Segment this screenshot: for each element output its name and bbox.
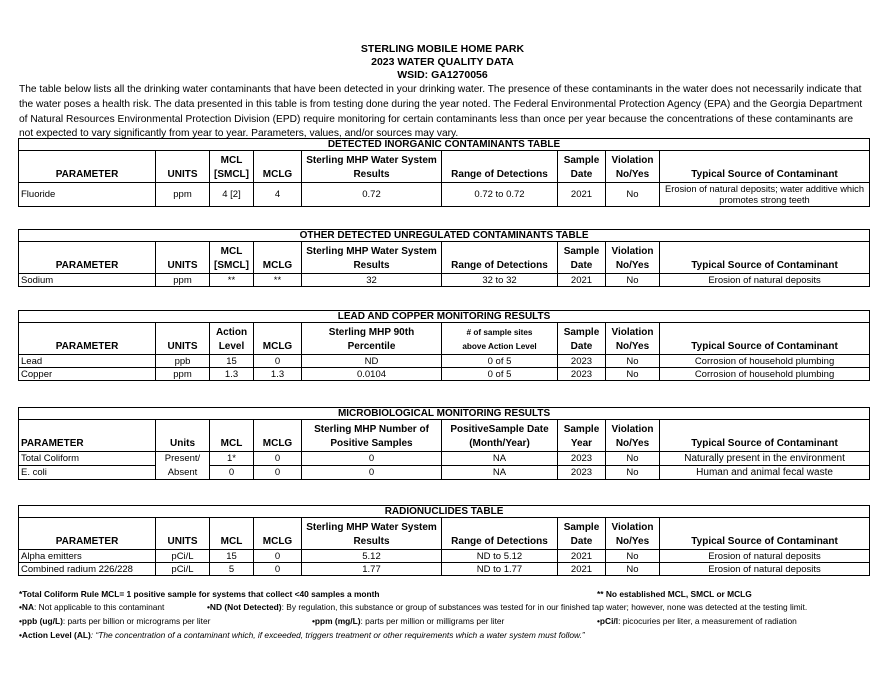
- cell-units: pCi/L: [156, 550, 210, 563]
- header-mclg: MCLG: [254, 151, 302, 183]
- header-sample-date: Sample Date: [558, 518, 606, 550]
- table-row: [19, 368, 870, 381]
- header-range: Range of Detections: [442, 518, 558, 550]
- microbiological-table: [18, 407, 870, 480]
- header-mclg: MCLG: [254, 323, 302, 355]
- header-source: Typical Source of Contaminant: [660, 420, 870, 452]
- cell-mclg: 4: [254, 183, 302, 207]
- note-pci-term: •pCi/l: [597, 616, 619, 626]
- cell-parameter: Fluoride: [19, 183, 156, 207]
- inorganic-contaminants-table: [18, 138, 870, 207]
- cell-range: 0.72 to 0.72: [442, 183, 558, 207]
- note-action-level: [19, 630, 585, 640]
- table-row: [19, 355, 870, 368]
- cell-mcl: 0: [210, 466, 254, 480]
- header-sample-sites-line2: above Action Level: [462, 342, 537, 351]
- header-parameter: PARAMETER: [19, 242, 156, 274]
- header-source: Typical Source of Contaminant: [660, 323, 870, 355]
- cell-mclg: 1.3: [254, 368, 302, 381]
- header-percentile: Sterling MHP 90th Percentile: [302, 323, 442, 355]
- cell-parameter: E. coli: [19, 466, 156, 480]
- header-mclg: MCLG: [254, 420, 302, 452]
- header-source: Typical Source of Contaminant: [660, 242, 870, 274]
- note-ppb-def: : parts per billion or micrograms per liter: [62, 616, 211, 626]
- note-nd-term: •ND (Not Detected): [207, 602, 282, 612]
- header-violation: Violation No/Yes: [606, 151, 660, 183]
- header-positive-date: PositiveSample Date (Month/Year): [442, 420, 558, 452]
- cell-violation: No: [606, 355, 660, 368]
- header-sample-sites: [442, 323, 558, 355]
- header-units: UNITS: [156, 323, 210, 355]
- cell-range: NA: [442, 452, 558, 466]
- cell-date: 2021: [558, 563, 606, 576]
- cell-results: 5.12: [302, 550, 442, 563]
- header-parameter: PARAMETER: [19, 518, 156, 550]
- cell-date: 2021: [558, 274, 606, 287]
- header-parameter: PARAMETER: [19, 151, 156, 183]
- cell-violation: No: [606, 274, 660, 287]
- cell-results: 0: [302, 452, 442, 466]
- cell-violation: No: [606, 183, 660, 207]
- header-units: UNITS: [156, 242, 210, 274]
- intro-paragraph: The table below lists all the drinking water contaminants that have been detected in your drinking water. The presence of these contaminants in the water does not necessarily indicate that the water poses a health risk. The data presented in this table is from testing done during the year noted. The Federal Environmental Protection Agency (EPA) and the Georgia Department of Natural Resources Environmental Protection Division (EPD) require monitoring for certain contaminants less than once per year because the concentrations of these contaminants are not expected to vary significantly from year to year. Parameters, values, and/or sources may vary.: [19, 84, 863, 140]
- cell-mcl: 15: [210, 550, 254, 563]
- header-mcl: MCL: [210, 420, 254, 452]
- cell-mclg: 0: [254, 355, 302, 368]
- note-ppb-term: •ppb (ug/L): [19, 616, 63, 626]
- cell-violation: No: [606, 466, 660, 480]
- cell-source: Corrosion of household plumbing: [660, 368, 870, 381]
- note-al-term: •Action Level (AL): [19, 630, 91, 640]
- cell-action-level: 15: [210, 355, 254, 368]
- header-parameter: PARAMETER: [19, 420, 156, 452]
- note-na-term: •NA: [19, 602, 35, 612]
- cell-source: Erosion of natural deposits; water additive which promotes strong teeth: [660, 183, 870, 207]
- note-nd-def: : By regulation, this substance or group of substances was tested for in our finished tap water; however, none was detected at the testing limit.: [281, 602, 808, 612]
- cell-date: 2023: [558, 466, 606, 480]
- cell-range: 0 of 5: [442, 355, 558, 368]
- header-results: Sterling MHP Water System Results: [302, 518, 442, 550]
- note-na-def: : Not applicable to this contaminant: [34, 602, 165, 612]
- report-wsid: WSID: GA1270056: [397, 69, 488, 81]
- cell-parameter: Total Coliform: [19, 452, 156, 466]
- lead-copper-table: [18, 310, 870, 381]
- note-ppm-def: : parts per million or milligrams per liter: [360, 616, 505, 626]
- header-parameter: PARAMETER: [19, 323, 156, 355]
- table-row: [19, 466, 870, 480]
- cell-units: ppb: [156, 355, 210, 368]
- cell-parameter: Sodium: [19, 274, 156, 287]
- cell-range: ND to 5.12: [442, 550, 558, 563]
- report-title: 2023 WATER QUALITY DATA: [371, 56, 514, 68]
- cell-range: ND to 1.77: [442, 563, 558, 576]
- cell-mcl: 4 [2]: [210, 183, 254, 207]
- table-row: [19, 550, 870, 563]
- table-row: [19, 563, 870, 576]
- cell-mclg: 0: [254, 550, 302, 563]
- report-facility-name: STERLING MOBILE HOME PARK: [360, 43, 525, 55]
- header-range: Range of Detections: [442, 151, 558, 183]
- note-coliform-rule-text: *Total Coliform Rule MCL= 1 positive sample for systems that collect <40 samples a month: [19, 589, 380, 599]
- cell-date: 2023: [558, 355, 606, 368]
- cell-date: 2021: [558, 550, 606, 563]
- cell-range: 0 of 5: [442, 368, 558, 381]
- header-violation: Violation No/Yes: [606, 242, 660, 274]
- header-sample-year: Sample Year: [558, 420, 606, 452]
- header-mclg: MCLG: [254, 242, 302, 274]
- cell-results: 1.77: [302, 563, 442, 576]
- cell-source: Human and animal fecal waste: [660, 466, 870, 480]
- table-title: LEAD AND COPPER MONITORING RESULTS: [19, 311, 870, 323]
- cell-units: pCi/L: [156, 563, 210, 576]
- table-title: OTHER DETECTED UNREGULATED CONTAMINANTS TABLE: [19, 230, 870, 242]
- table-title: RADIONUCLIDES TABLE: [19, 506, 870, 518]
- cell-mcl: 5: [210, 563, 254, 576]
- header-mclg: MCLG: [254, 518, 302, 550]
- cell-mclg: 0: [254, 563, 302, 576]
- table-row: [19, 183, 870, 207]
- cell-parameter: Alpha emitters: [19, 550, 156, 563]
- cell-parameter: Combined radium 226/228: [19, 563, 156, 576]
- cell-units: Present/: [156, 452, 210, 466]
- cell-mcl: **: [210, 274, 254, 287]
- cell-results: ND: [302, 355, 442, 368]
- cell-units: ppm: [156, 274, 210, 287]
- cell-results: 0: [302, 466, 442, 480]
- header-results: Sterling MHP Water System Results: [302, 151, 442, 183]
- cell-mclg: 0: [254, 452, 302, 466]
- note-no-mcl-text: ** No established MCL, SMCL or MCLG: [597, 589, 752, 599]
- header-mcl: MCL [SMCL]: [210, 242, 254, 274]
- header-positive-samples: Sterling MHP Number of Positive Samples: [302, 420, 442, 452]
- header-results: Sterling MHP Water System Results: [302, 242, 442, 274]
- note-nd: [207, 602, 807, 612]
- header-violation: Violation No/Yes: [606, 518, 660, 550]
- note-ppm-term: •ppm (mg/L): [312, 616, 361, 626]
- note-ppb: [19, 616, 210, 626]
- cell-action-level: 1.3: [210, 368, 254, 381]
- header-sample-date: Sample Date: [558, 323, 606, 355]
- note-pci: [597, 616, 797, 626]
- cell-parameter: Copper: [19, 368, 156, 381]
- header-source: Typical Source of Contaminant: [660, 151, 870, 183]
- cell-range: NA: [442, 466, 558, 480]
- cell-date: 2021: [558, 183, 606, 207]
- cell-violation: No: [606, 563, 660, 576]
- cell-source: Erosion of natural deposits: [660, 274, 870, 287]
- header-mcl: MCL: [210, 518, 254, 550]
- cell-results: 0.0104: [302, 368, 442, 381]
- header-violation: Violation No/Yes: [606, 323, 660, 355]
- cell-units: ppm: [156, 183, 210, 207]
- note-al-def: : “The concentration of a contaminant which, if exceeded, triggers treatment or other requirements which a water system must follow.”: [90, 630, 585, 640]
- cell-mclg: **: [254, 274, 302, 287]
- note-ppm: [312, 616, 504, 626]
- header-violation: Violation No/Yes: [606, 420, 660, 452]
- table-row: [19, 274, 870, 287]
- table-title: MICROBIOLOGICAL MONITORING RESULTS: [19, 408, 870, 420]
- cell-date: 2023: [558, 452, 606, 466]
- table-row: [19, 452, 870, 466]
- header-action-level: Action Level: [210, 323, 254, 355]
- cell-source: Naturally present in the environment: [660, 452, 870, 466]
- header-units: UNITS: [156, 518, 210, 550]
- cell-violation: No: [606, 550, 660, 563]
- header-mcl: MCL [SMCL]: [210, 151, 254, 183]
- header-sample-sites-line1: # of sample sites: [466, 328, 533, 337]
- cell-source: Corrosion of household plumbing: [660, 355, 870, 368]
- cell-violation: No: [606, 368, 660, 381]
- note-no-mcl: [597, 589, 752, 599]
- header-sample-date: Sample Date: [558, 151, 606, 183]
- cell-date: 2023: [558, 368, 606, 381]
- header-range: Range of Detections: [442, 242, 558, 274]
- cell-mclg: 0: [254, 466, 302, 480]
- header-units: UNITS: [156, 151, 210, 183]
- note-na: [19, 602, 164, 612]
- cell-source: Erosion of natural deposits: [660, 563, 870, 576]
- cell-violation: No: [606, 452, 660, 466]
- cell-results: 0.72: [302, 183, 442, 207]
- note-coliform-rule: [19, 589, 380, 599]
- unregulated-contaminants-table: [18, 229, 870, 287]
- header-source: Typical Source of Contaminant: [660, 518, 870, 550]
- cell-mcl: 1*: [210, 452, 254, 466]
- cell-source: Erosion of natural deposits: [660, 550, 870, 563]
- note-pci-def: : picocuries per liter, a measurement of radiation: [618, 616, 797, 626]
- radionuclides-table: [18, 505, 870, 576]
- header-units: Units: [156, 420, 210, 452]
- cell-parameter: Lead: [19, 355, 156, 368]
- table-title: DETECTED INORGANIC CONTAMINANTS TABLE: [19, 139, 870, 151]
- cell-results: 32: [302, 274, 442, 287]
- cell-units: ppm: [156, 368, 210, 381]
- header-sample-date: Sample Date: [558, 242, 606, 274]
- cell-range: 32 to 32: [442, 274, 558, 287]
- cell-units: Absent: [156, 466, 210, 480]
